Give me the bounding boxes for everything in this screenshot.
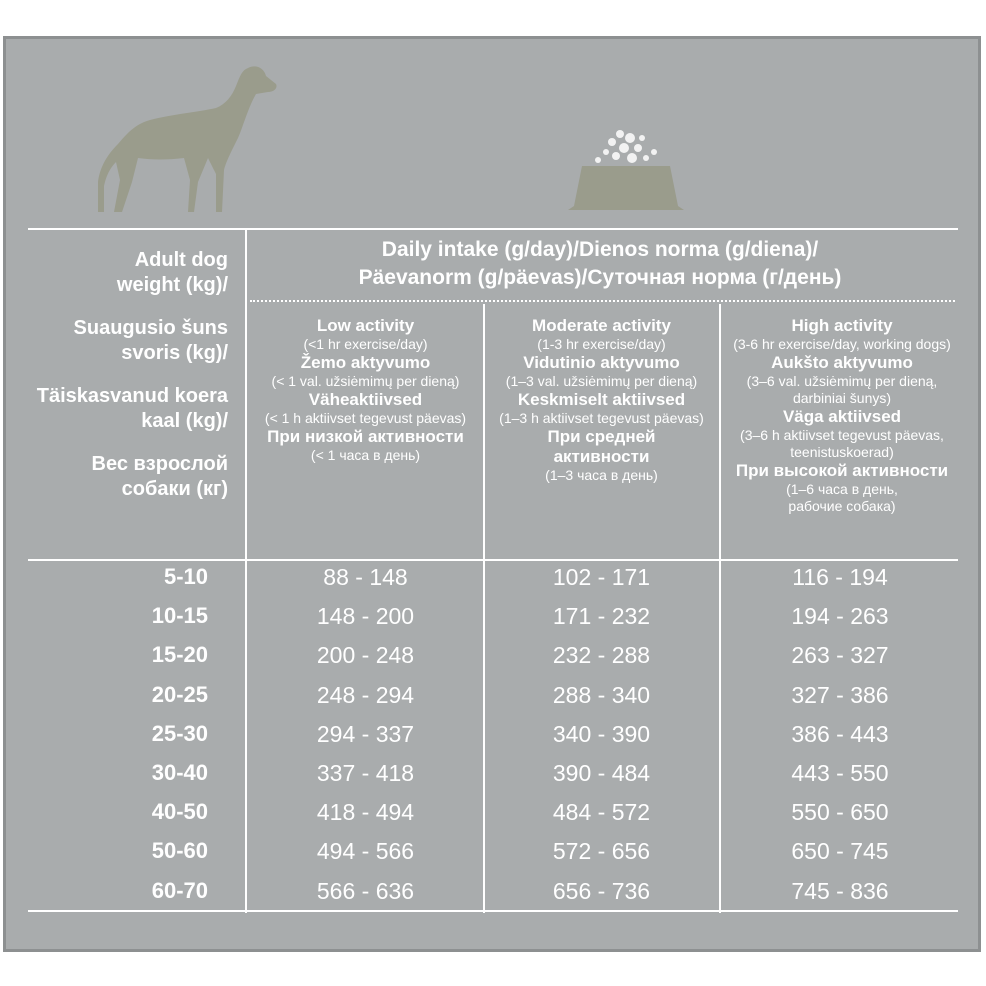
- weight-range-cell: 20-25: [151, 682, 208, 707]
- weight-header-line: weight (kg)/: [116, 274, 228, 296]
- activity-title: Väga aktiivsed: [782, 407, 902, 426]
- intake-cell-low: 248 - 294: [316, 682, 415, 708]
- weight-range-cell: 50-60: [151, 838, 208, 863]
- intake-cell-high: 194 - 263: [791, 603, 889, 629]
- intake-cell-moderate: 484 - 572: [552, 799, 651, 825]
- weight-header-line: Вес взрослой: [91, 453, 228, 475]
- weight-range-cell: 15-20: [151, 642, 208, 667]
- intake-cell-moderate: 572 - 656: [552, 838, 651, 864]
- weight-header-line: собаки (кг): [121, 478, 228, 500]
- header-bottom-rule: [28, 559, 958, 561]
- activity-header-low: [250, 316, 481, 464]
- activity-subtitle: рабочие собака): [788, 498, 896, 514]
- column-divider-weight: [245, 228, 247, 913]
- activity-subtitle: (< 1 часа в день): [310, 447, 421, 463]
- activity-title: При высокой активности: [735, 461, 949, 480]
- weight-range-cell: 60-70: [151, 878, 208, 903]
- intake-cell-high: 386 - 443: [791, 721, 889, 747]
- weight-range-cell: 5-10: [163, 564, 208, 589]
- activity-title: При средней: [547, 427, 656, 446]
- activity-title: Žemo aktyvumo: [300, 353, 431, 372]
- weight-range-cell: 10-15: [151, 603, 208, 628]
- weight-range-cell: 25-30: [151, 721, 208, 746]
- activity-title: Moderate activity: [532, 316, 671, 335]
- intake-cell-high: 550 - 650: [791, 799, 889, 825]
- activity-subtitle: (1–3 h aktiivset tegevust päevas): [499, 410, 704, 426]
- activity-subtitle: teenistuskoerad): [790, 444, 894, 460]
- weight-header-line: Suaugusio šuns: [73, 317, 228, 339]
- intake-cell-high: 650 - 745: [791, 838, 889, 864]
- intake-cell-low: 566 - 636: [316, 878, 415, 904]
- intake-cell-high: 116 - 194: [792, 564, 888, 590]
- activity-title: Vidutinio aktyvumo: [523, 353, 680, 372]
- daily-intake-header: [250, 236, 950, 292]
- dog-icon: [98, 62, 278, 217]
- weight-range-cell: 40-50: [151, 799, 208, 824]
- intake-cell-moderate: 288 - 340: [552, 682, 651, 708]
- intake-cell-moderate: 171 - 232: [552, 603, 651, 629]
- weight-header-line: Adult dog: [134, 249, 228, 271]
- activity-title: Keskmiselt aktiivsed: [517, 390, 686, 409]
- intake-cell-moderate: 232 - 288: [552, 642, 651, 668]
- daily-intake-line: Päevanorm (g/päevas)/Суточная норма (г/день): [358, 266, 842, 289]
- intake-cell-low: 337 - 418: [316, 760, 415, 786]
- intake-cell-high: 745 - 836: [791, 878, 889, 904]
- activity-header-moderate: [486, 316, 717, 484]
- table-bottom-rule: [28, 910, 958, 912]
- header-dotted-rule: [250, 300, 955, 302]
- intake-cell-moderate: 656 - 736: [552, 878, 651, 904]
- activity-title: Aukšto aktyvumo: [771, 353, 913, 372]
- weight-header-line: svoris (kg)/: [121, 342, 228, 364]
- intake-cell-moderate: 340 - 390: [552, 721, 651, 747]
- activity-subtitle: darbiniai šunys): [792, 390, 892, 406]
- activity-title: активности: [553, 447, 650, 466]
- intake-cell-high: 263 - 327: [791, 642, 889, 668]
- activity-header-high: [722, 316, 962, 515]
- activity-subtitle: (< 1 h aktiivset tegevust päevas): [264, 410, 467, 426]
- activity-subtitle: (1–3 часа в день): [545, 467, 658, 483]
- activity-subtitle: (1-3 hr exercise/day): [537, 336, 666, 352]
- intake-cell-low: 294 - 337: [316, 721, 415, 747]
- activity-subtitle: (1–6 часа в день,: [786, 481, 898, 497]
- activity-subtitle: (<1 hr exercise/day): [303, 336, 428, 352]
- weight-range-cell: 30-40: [151, 760, 208, 785]
- weight-header-line: Täiskasvanud koera: [36, 385, 228, 407]
- weight-header-line: kaal (kg)/: [141, 410, 228, 432]
- intake-cell-high: 327 - 386: [791, 682, 889, 708]
- activity-subtitle: (3–6 h aktiivset tegevust päevas,: [740, 427, 944, 443]
- daily-intake-line: Daily intake (g/day)/Dienos norma (g/diena)/: [381, 238, 819, 261]
- intake-cell-moderate: 390 - 484: [552, 760, 651, 786]
- intake-cell-moderate: 102 - 171: [552, 564, 651, 590]
- activity-subtitle: (3-6 hr exercise/day, working dogs): [733, 336, 951, 352]
- activity-title: При низкой активности: [267, 427, 464, 446]
- intake-cell-high: 443 - 550: [791, 760, 889, 786]
- intake-cell-low: 418 - 494: [316, 799, 415, 825]
- food-bowl-icon: [568, 126, 684, 214]
- intake-cell-low: 88 - 148: [323, 564, 408, 590]
- activity-subtitle: (1–3 val. užsiėmimų per dieną): [505, 373, 698, 389]
- activity-subtitle: (3–6 val. užsiėmimų per dieną,: [746, 373, 938, 389]
- activity-subtitle: (< 1 val. užsiėmimų per dieną): [271, 373, 460, 389]
- activity-title: Väheaktiivsed: [308, 390, 423, 409]
- intake-cell-low: 494 - 566: [316, 838, 415, 864]
- activity-title: High activity: [791, 316, 893, 335]
- intake-cell-low: 200 - 248: [316, 642, 415, 668]
- intake-cell-low: 148 - 200: [316, 603, 415, 629]
- table-top-rule: [28, 228, 958, 230]
- column-divider-low: [483, 304, 485, 913]
- weight-header: [28, 248, 228, 520]
- column-divider-moderate: [719, 304, 721, 913]
- activity-title: Low activity: [316, 316, 415, 335]
